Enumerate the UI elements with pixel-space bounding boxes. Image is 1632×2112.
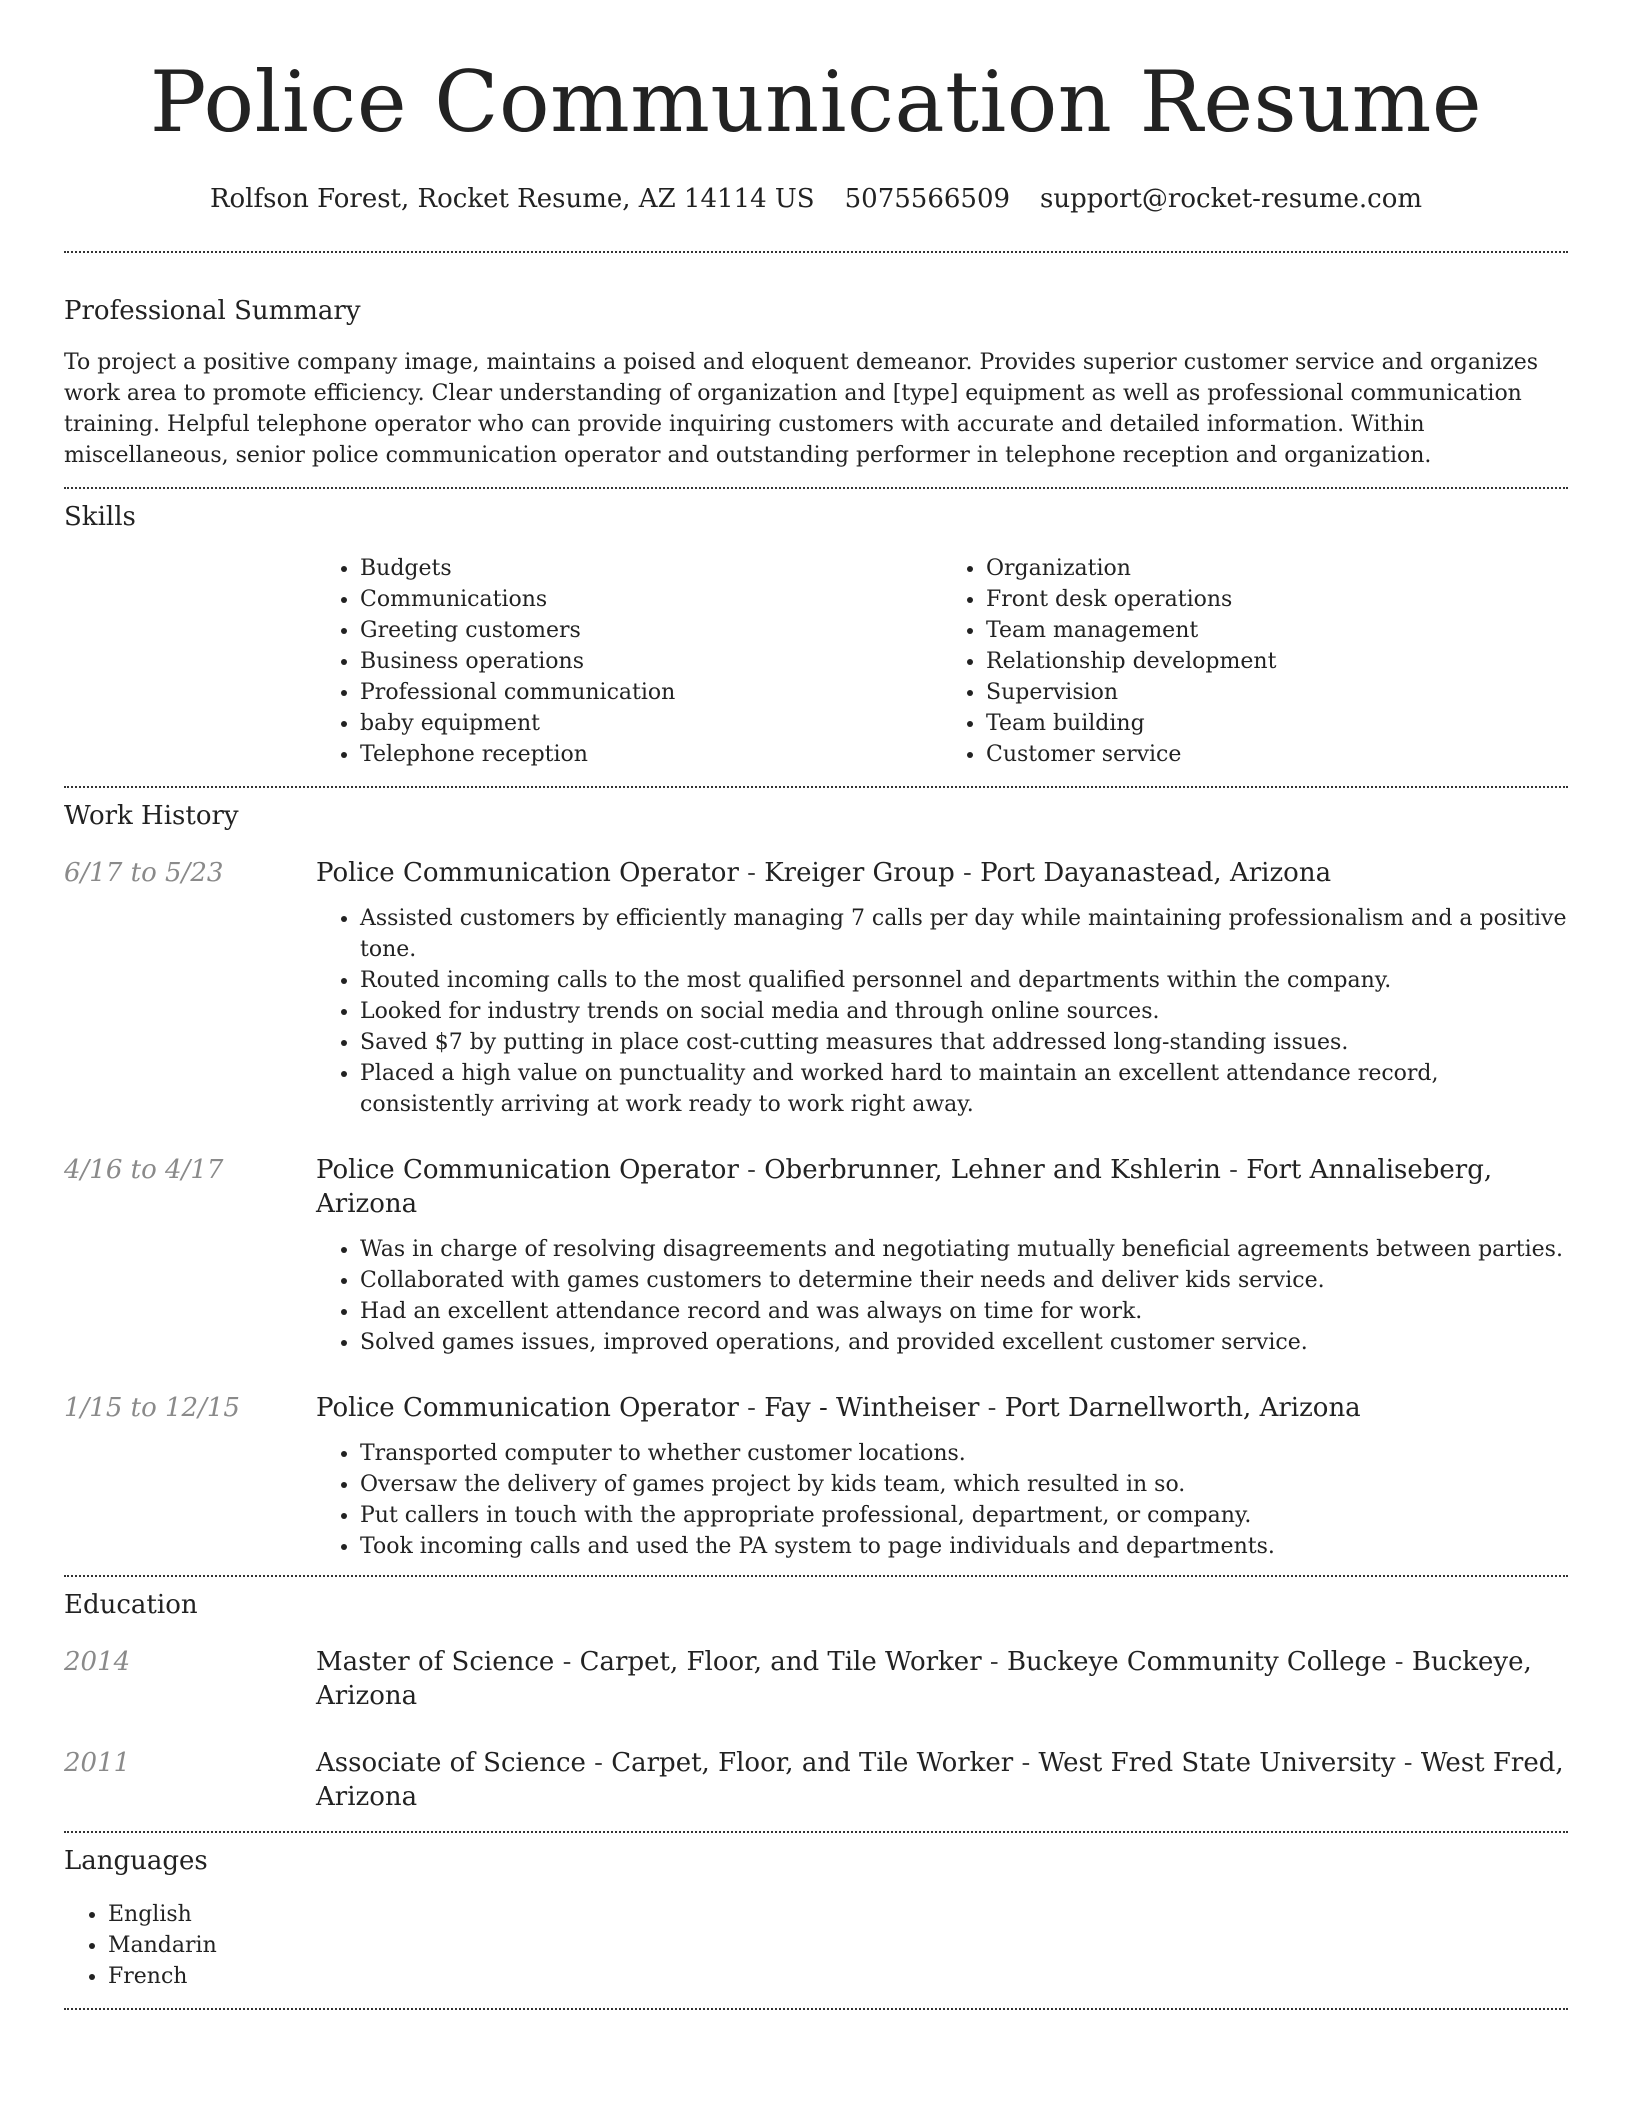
job-company: Fay - Wintheiser [764, 1393, 980, 1423]
job-bullet: • Took incoming calls and used the PA system to page individuals and departments. [360, 1531, 1568, 1562]
skills-section [64, 500, 1568, 770]
language-item: • English [108, 1899, 1568, 1930]
job-company: Kreiger Group [764, 858, 955, 888]
job-bullets [316, 1438, 1568, 1562]
job-bullet: • Oversaw the delivery of games project by kids team, which resulted in so. [360, 1469, 1568, 1500]
education-location: West Fred, Arizona [316, 1748, 1564, 1812]
job-dates: 1/15 to 12/15 [64, 1393, 240, 1423]
job-bullet: • Transported computer to whether customer locations. [360, 1438, 1568, 1469]
job-heading: Police Communication Operator - Oberbrunner, Lehner and Kshlerin - Fort Annaliseberg, Arizona [316, 1155, 1493, 1219]
education-location: Buckeye, Arizona [316, 1647, 1532, 1711]
skill-item: • Front desk operations [986, 584, 1568, 615]
section-divider [64, 251, 1568, 253]
languages-heading: Languages [64, 1846, 208, 1876]
education-entry [64, 1645, 1568, 1713]
job-entry [64, 1153, 1568, 1358]
skill-item: • Professional communication [360, 677, 942, 708]
contact-phone: 5075566509 [844, 184, 1011, 214]
section-divider [64, 1575, 1568, 1577]
skills-list-right [942, 553, 1568, 770]
education-degree: Master of Science [316, 1647, 555, 1677]
job-entry [64, 1391, 1568, 1562]
contact-address: Rolfson Forest, Rocket Resume, AZ 14114 US [209, 184, 815, 214]
skills-grid [316, 553, 1568, 770]
job-bullet: • Placed a high value on punctuality and worked hard to maintain an excellent attendance record, consistently arriving at work ready to work right away. [360, 1058, 1568, 1120]
job-bullet: • Looked for industry trends on social media and through online sources. [360, 996, 1568, 1027]
skill-item: • Greeting customers [360, 615, 942, 646]
contact-line [64, 182, 1568, 216]
resume-title: Police Communication Resume [149, 53, 1483, 151]
job-bullet: • Collaborated with games customers to determine their needs and deliver kids service. [360, 1265, 1568, 1296]
job-bullets [316, 1234, 1568, 1358]
job-bullet: • Was in charge of resolving disagreements and negotiating mutually beneficial agreements between parties. [360, 1234, 1568, 1265]
education-year: 2011 [64, 1748, 131, 1778]
education-field: Carpet, Floor, and Tile Worker [579, 1647, 982, 1677]
education-entry [64, 1746, 1568, 1814]
education-field: Carpet, Floor, and Tile Worker [611, 1748, 1014, 1778]
education-school: Buckeye Community College [1006, 1647, 1387, 1677]
job-role: Police Communication Operator [316, 1155, 739, 1185]
section-divider [64, 1831, 1568, 1833]
section-divider [64, 487, 1568, 489]
skill-item: • Business operations [360, 646, 942, 677]
skills-heading: Skills [64, 502, 136, 532]
work-history-section [64, 799, 1568, 1562]
skill-item: • Telephone reception [360, 739, 942, 770]
job-bullet: • Saved $7 by putting in place cost-cutting measures that addressed long-standing issues. [360, 1027, 1568, 1058]
summary-section [64, 294, 1568, 471]
skill-item: • baby equipment [360, 708, 942, 739]
language-item: • French [108, 1961, 1568, 1992]
job-dates: 6/17 to 5/23 [64, 858, 224, 888]
job-heading: Police Communication Operator - Kreiger Group - Port Dayanastead, Arizona [316, 858, 1332, 888]
job-location: Fort Annaliseberg, Arizona [316, 1155, 1493, 1219]
skill-item: • Team building [986, 708, 1568, 739]
skill-item: • Organization [986, 553, 1568, 584]
skill-item: • Team management [986, 615, 1568, 646]
education-year: 2014 [64, 1647, 131, 1677]
education-school: West Fred State University [1038, 1748, 1396, 1778]
language-item: • Mandarin [108, 1930, 1568, 1961]
education-section [64, 1588, 1568, 1814]
summary-text: To project a positive company image, maintains a poised and eloquent demeanor. Provides superior customer service and organizes work area to promote efficiency. Clear understanding of organization and [type] equipment as well as professional communication training. Helpful telephone operator who can provide inquiring customers with accurate and detailed information. Within miscellaneous, senior police communication operator and outstanding performer in telephone reception and organization. [64, 350, 1539, 468]
education-heading-line: Associate of Science - Carpet, Floor, and Tile Worker - West Fred State University - West Fred, Arizona [316, 1748, 1564, 1812]
languages-list [64, 1899, 1568, 1992]
skill-item: • Budgets [360, 553, 942, 584]
job-bullet: • Routed incoming calls to the most qualified personnel and departments within the company. [360, 965, 1568, 996]
job-bullet: • Solved games issues, improved operations, and provided excellent customer service. [360, 1327, 1568, 1358]
work-history-heading: Work History [64, 801, 239, 831]
skill-item: • Customer service [986, 739, 1568, 770]
job-heading: Police Communication Operator - Fay - Wintheiser - Port Darnellworth, Arizona [316, 1393, 1361, 1423]
job-bullets [316, 903, 1568, 1120]
job-bullet: • Assisted customers by efficiently managing 7 calls per day while maintaining professionalism and a positive tone. [360, 903, 1568, 965]
section-divider [64, 2008, 1568, 2010]
languages-section [64, 1844, 1568, 1992]
job-bullet: • Had an excellent attendance record and was always on time for work. [360, 1296, 1568, 1327]
education-degree: Associate of Science [316, 1748, 586, 1778]
education-heading: Education [64, 1590, 198, 1620]
skill-item: • Supervision [986, 677, 1568, 708]
skill-item: • Relationship development [986, 646, 1568, 677]
section-divider [64, 786, 1568, 788]
job-location: Port Dayanastead, Arizona [980, 858, 1332, 888]
job-role: Police Communication Operator [316, 858, 739, 888]
job-dates: 4/16 to 4/17 [64, 1155, 224, 1185]
job-location: Port Darnellworth, Arizona [1004, 1393, 1361, 1423]
job-entry [64, 856, 1568, 1120]
summary-heading: Professional Summary [64, 296, 361, 326]
job-role: Police Communication Operator [316, 1393, 739, 1423]
education-heading-line: Master of Science - Carpet, Floor, and Tile Worker - Buckeye Community College - Buckeye, Arizona [316, 1647, 1532, 1711]
skill-item: • Communications [360, 584, 942, 615]
skills-list-left [316, 553, 942, 770]
job-company: Oberbrunner, Lehner and Kshlerin [764, 1155, 1221, 1185]
contact-email: support@rocket-resume.com [1040, 184, 1423, 214]
job-bullet: • Put callers in touch with the appropriate professional, department, or company. [360, 1500, 1568, 1531]
